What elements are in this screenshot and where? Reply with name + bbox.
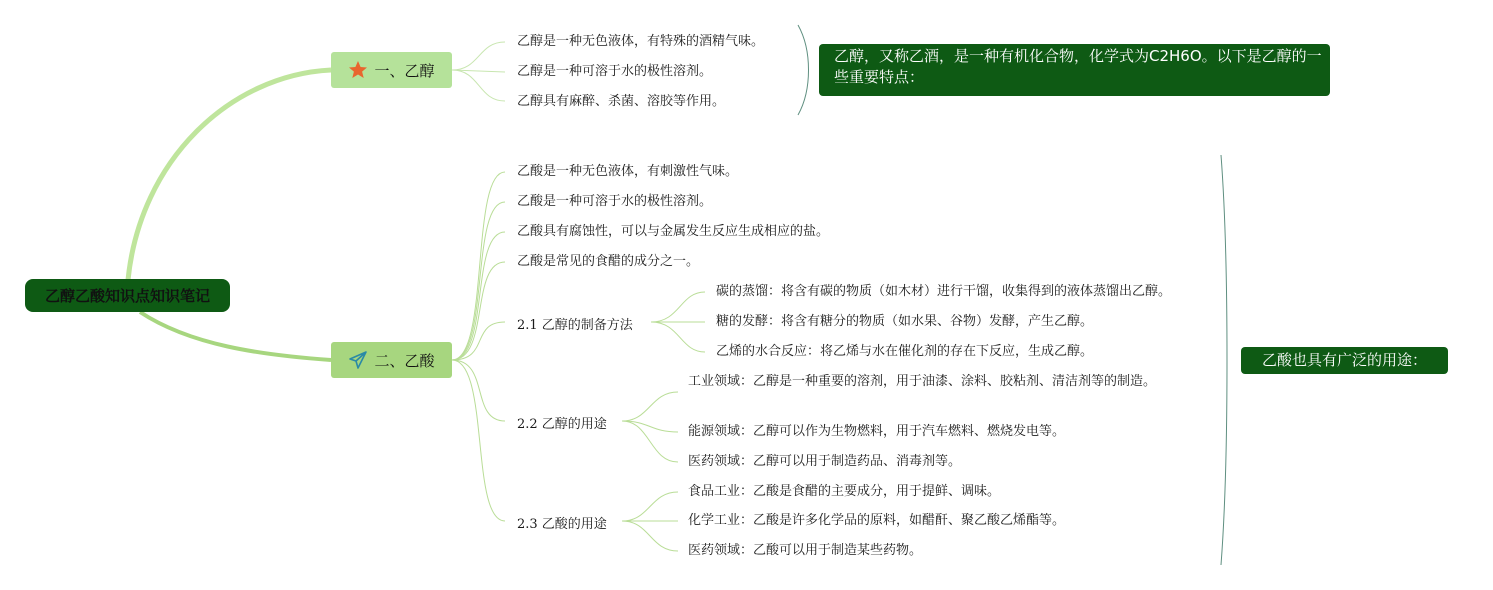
summary-bracket-1	[798, 25, 809, 115]
subtopic-2-1[interactable]: 2.1 乙醇的制备方法	[517, 318, 633, 333]
ethanol-item[interactable]: 乙醇是一种可溶于水的极性溶剂。	[517, 64, 713, 79]
paper-plane-icon	[348, 350, 368, 370]
subtopic-item[interactable]: 糖的发酵：将含有糖分的物质（如水果、谷物）发酵，产生乙醇。	[716, 314, 1094, 329]
summary-note-acetic-text: 乙酸也具有广泛的用途：	[1261, 351, 1427, 369]
subtopic-item[interactable]: 乙烯的水合反应：将乙烯与水在催化剂的存在下反应，生成乙醇。	[716, 344, 1094, 359]
subtopic-item[interactable]: 化学工业：乙酸是许多化学品的原料，如醋酐、聚乙酸乙烯酯等。	[688, 513, 1066, 528]
acetic-item[interactable]: 乙酸是一种可溶于水的极性溶剂。	[517, 194, 713, 209]
subtopic-item[interactable]: 能源领域：乙醇可以作为生物燃料，用于汽车燃料、燃烧发电等。	[688, 424, 1066, 439]
ethanol-item[interactable]: 乙醇具有麻醉、杀菌、溶胶等作用。	[517, 94, 726, 109]
subtopic-item[interactable]: 食品工业：乙酸是食醋的主要成分，用于提鲜、调味。	[688, 484, 1001, 499]
summary-bracket-2	[1221, 155, 1227, 565]
root-topic-label: 乙醇乙酸知识点知识笔记	[44, 287, 210, 305]
subtopic-2-2[interactable]: 2.2 乙醇的用途	[517, 417, 607, 432]
root-to-branch-2	[140, 312, 331, 360]
star-icon	[348, 60, 368, 80]
branch-acetic-label: 二、乙酸	[374, 351, 435, 370]
summary-note-ethanol-text: 乙醇，又称乙酒，是一种有机化合物，化学式为C2H6O。以下是乙醇的一些重要特点：	[834, 47, 1322, 86]
acetic-item[interactable]: 乙酸具有腐蚀性，可以与金属发生反应生成相应的盐。	[517, 224, 830, 239]
acetic-item[interactable]: 乙酸是一种无色液体，有刺激性气味。	[517, 164, 739, 179]
summary-note-acetic[interactable]	[1241, 347, 1448, 374]
subtopic-item[interactable]: 医药领域：乙醇可以用于制造药品、消毒剂等。	[688, 454, 962, 469]
root-to-branch-1	[128, 70, 331, 280]
summary-note-ethanol[interactable]	[819, 44, 1330, 96]
subtopic-item[interactable]: 医药领域：乙酸可以用于制造某些药物。	[688, 543, 923, 558]
branch-acetic-acid[interactable]	[331, 342, 452, 378]
acetic-item[interactable]: 乙酸是常见的食醋的成分之一。	[517, 254, 700, 269]
branch-ethanol-label: 一、乙醇	[374, 61, 435, 80]
subtopic-2-3[interactable]: 2.3 乙酸的用途	[517, 517, 607, 532]
subtopic-item[interactable]: 碳的蒸馏：将含有碳的物质（如木材）进行干馏，收集得到的液体蒸馏出乙醇。	[716, 284, 1172, 299]
subtopic-item[interactable]: 工业领域：乙醇是一种重要的溶剂，用于油漆、涂料、胶粘剂、清洁剂等的制造。	[688, 374, 1157, 389]
ethanol-item[interactable]: 乙醇是一种无色液体，有特殊的酒精气味。	[517, 34, 765, 49]
root-topic[interactable]	[25, 279, 230, 312]
branch-ethanol[interactable]	[331, 52, 452, 88]
